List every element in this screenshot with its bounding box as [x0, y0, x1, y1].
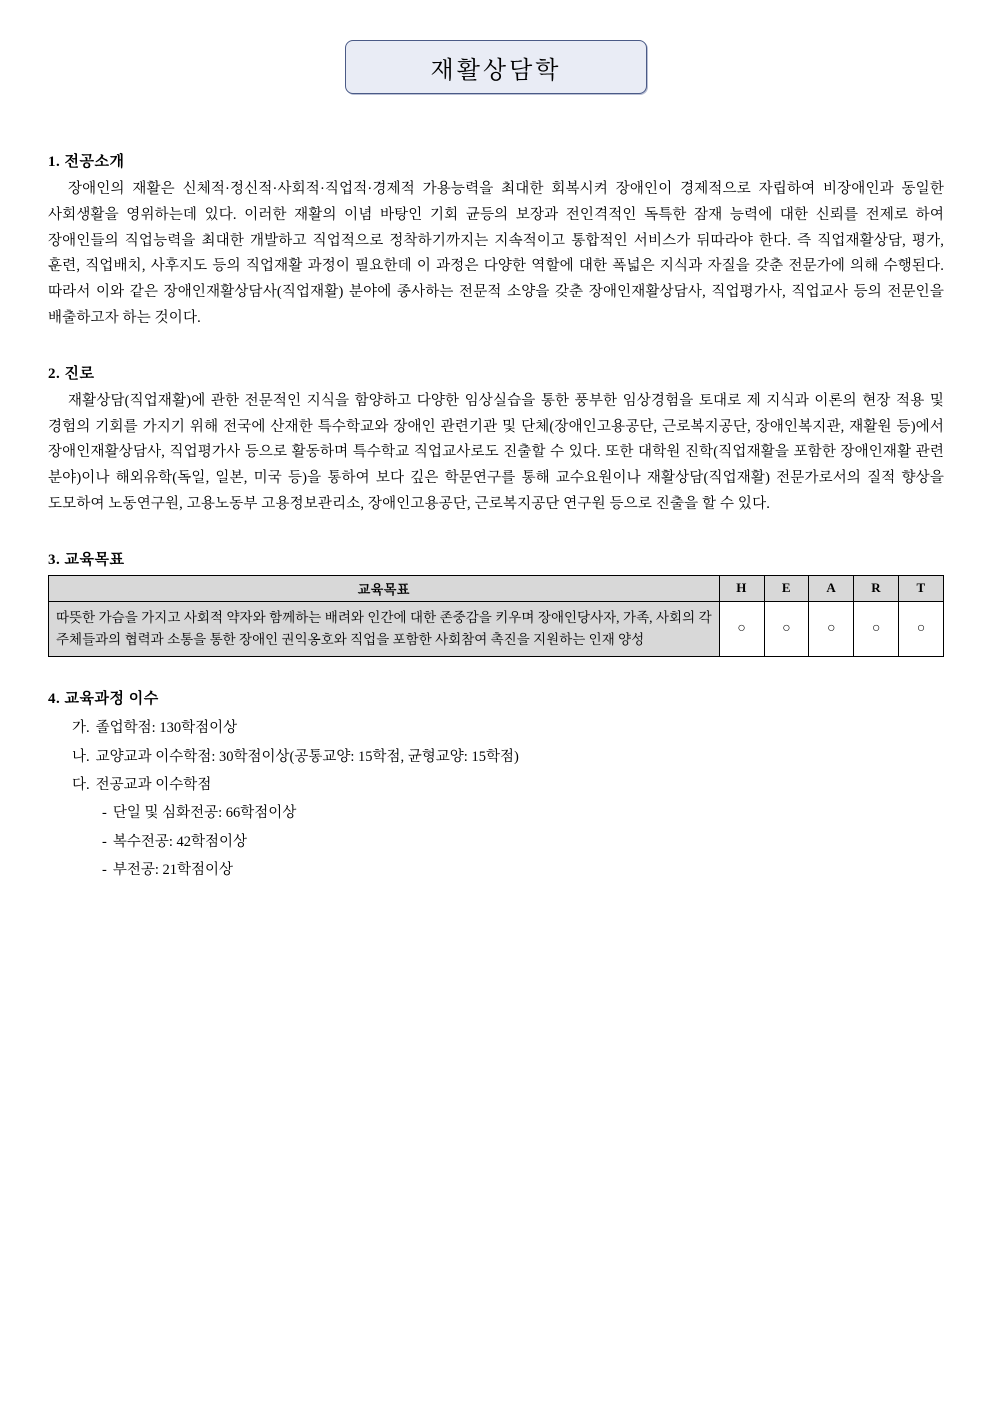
- section-1-heading: 1. 전공소개: [48, 154, 125, 170]
- section-2-paragraph: 재활상담(직업재활)에 관한 전문적인 지식을 함양하고 다양한 임상실습을 통한 풍부한 임상경험을 토대로 제 지식과 이론의 현장 적용 및 경험의 기회를 가지기 위해 전국에 산재한 특수학교와 장애인 관련기관 및 단체(장애인고용공단, 근로복지공단, 장애인복지관, 재활원 등)에서 장애인재활상담사, 직업평가사 등으로 활동하며 특수학교 직업교사로도 진출할 수 있다. 또한 대학원 진학(직업재활을 포함한 장애인재활 관련 분야)이나 해외유학(독일, 일본, 미국 등)을 통하여 보다 깊은 학문연구를 통해 교수요원이나 재활상담(직업재활) 전문가로서의 질적 향상을 도모하여 노동연구원, 고용노동부 고용정보관리소, 장애인고용공단, 근로복지공단 연구원 등으로 진출을 할 수 있다.: [48, 392, 944, 512]
- section-education-goals: [48, 548, 944, 658]
- list-item-text: 전공교과 이수학점: [95, 777, 212, 794]
- table-header-r: R: [854, 575, 899, 601]
- table-header-a: A: [809, 575, 854, 601]
- section-2-heading: 2. 진로: [48, 365, 95, 382]
- table-row: [49, 601, 944, 657]
- list-item-label: 나.: [72, 748, 90, 765]
- title-area: [0, 0, 992, 94]
- goal-mark-h: ○: [719, 601, 764, 657]
- list-item-label: -: [102, 861, 107, 878]
- list-item-label: -: [102, 833, 107, 850]
- list-item-text: 부전공: 21학점이상: [112, 861, 234, 878]
- table-header-e: E: [764, 575, 809, 601]
- goal-mark-r: ○: [854, 601, 899, 657]
- goal-mark-t: ○: [899, 601, 944, 657]
- section-3-heading: 3. 교육목표: [48, 551, 125, 568]
- section-1-paragraph: 장애인의 재활은 신체적·정신적·사회적·직업적·경제적 가용능력을 최대한 회복시켜 장애인이 경제적으로 자립하여 비장애인과 동일한 사회생활을 영위하는데 있다. 이러한 재활의 이념 바탕인 기회 균등의 보장과 전인격적인 독특한 잠재 능력에 대한 신뢰를 전제로 하여 장애인들의 직업능력을 최대한 개발하고 직업적으로 정착하기까지는 지속적이고 통합적인 서비스가 뒤따라야 한다. 즉 직업재활상담, 평가, 훈련, 직업배치, 사후지도 등의 직업재활 과정이 필요한데 이 과정은 다양한 역할에 대한 폭넓은 지식과 자질을 갖춘 전문가에 의해 수행된다. 따라서 이와 같은 장애인재활상담사(직업재활) 분야에 종사하는 전문적 소양을 갖춘 장애인재활상담사, 직업평가사, 직업교사 등의 전문인을 배출하고자 하는 것이다.: [48, 181, 944, 326]
- table-header-goal: 교육목표: [49, 575, 720, 601]
- table-header-t: T: [899, 575, 944, 601]
- list-item: [48, 743, 944, 771]
- page-title: 재활상담학: [430, 57, 562, 84]
- curriculum-list: [48, 714, 944, 884]
- document-body: [48, 94, 944, 884]
- list-item: [72, 856, 944, 884]
- list-item-text: 단일 및 심화전공: 66학점이상: [112, 805, 297, 822]
- table-header-row: [49, 575, 944, 601]
- list-item-text: 졸업학점: 130학점이상: [95, 720, 238, 737]
- list-item: [48, 714, 944, 742]
- document-title-box: [345, 40, 647, 94]
- goal-mark-e: ○: [764, 601, 809, 657]
- section-major-introduction: [48, 150, 944, 332]
- table-header-h: H: [719, 575, 764, 601]
- list-item-label: -: [102, 805, 107, 822]
- list-item-text: 교양교과 이수학점: 30학점이상(공통교양: 15학점, 균형교양: 15학점): [95, 748, 519, 765]
- list-item: [48, 771, 944, 884]
- goal-description-cell: 따뜻한 가슴을 가지고 사회적 약자와 함께하는 배려와 인간에 대한 존중감을 키우며 장애인당사자, 가족, 사회의 각 주체들과의 협력과 소통을 통한 장애인 권익옹호와 직업을 포함한 사회참여 촉진을 지원하는 인재 양성: [49, 601, 720, 657]
- list-item: [72, 799, 944, 827]
- section-4-heading: 4. 교육과정 이수: [48, 691, 159, 708]
- section-career-path: [48, 362, 944, 518]
- education-goals-table: [48, 575, 944, 658]
- section-curriculum-completion: [48, 687, 944, 884]
- list-item-label: 다.: [72, 777, 90, 794]
- list-item: [72, 828, 944, 856]
- curriculum-sublist: [72, 799, 944, 884]
- list-item-text: 복수전공: 42학점이상: [112, 833, 248, 850]
- list-item-label: 가.: [72, 720, 90, 737]
- goal-mark-a: ○: [809, 601, 854, 657]
